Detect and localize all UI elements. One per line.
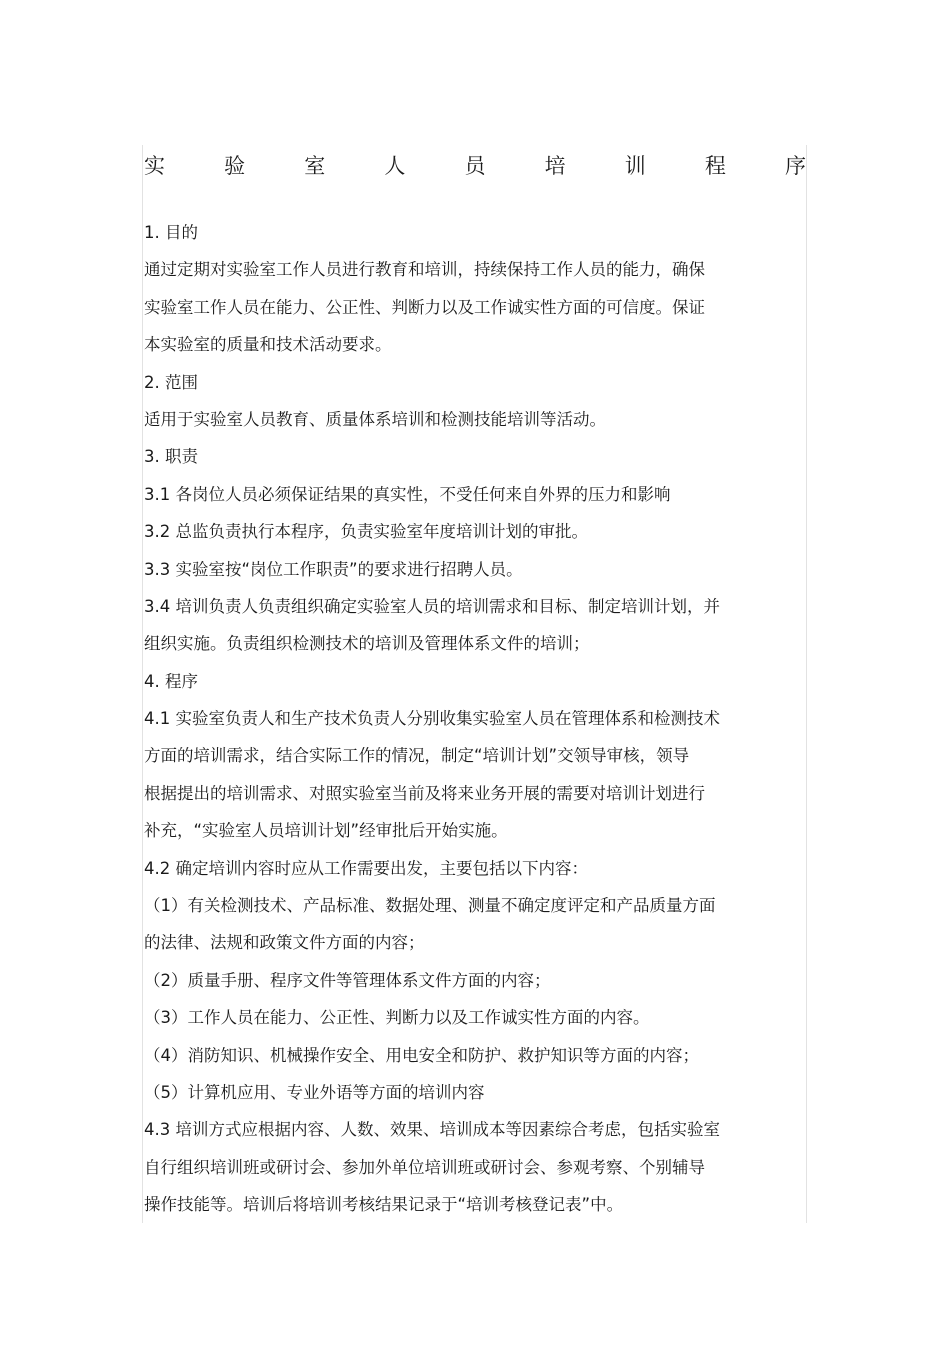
left-margin-rule [142, 145, 143, 1223]
body-line: 的法律、法规和政策文件方面的内容； [144, 933, 425, 953]
document-body [144, 214, 768, 1224]
body-line: 组织实施。负责组织检测技术的培训及管理体系文件的培训； [144, 634, 590, 654]
title-char: 序 [785, 154, 806, 178]
clause-3-2: 3.2 总监负责执行本程序，负责实验室年度培训计划的审批。 [144, 522, 588, 542]
title-char: 室 [304, 154, 326, 178]
section-heading-purpose: 1. 目的 [144, 223, 198, 242]
title-char: 培 [544, 154, 566, 178]
list-item-2: （2）质量手册、程序文件等管理体系文件方面的内容； [144, 970, 551, 990]
section-heading-procedure: 4. 程序 [144, 671, 198, 691]
body-line: 适用于实验室人员教育、质量体系培训和检测技能培训等活动。 [144, 409, 606, 429]
title-char: 实 [144, 154, 165, 178]
body-line: 自行组织培训班或研讨会、参加外单位培训班或研讨会、参观考察、个别辅导 [144, 1157, 705, 1177]
body-line: 通过定期对实验室工作人员进行教育和培训，持续保持工作人员的能力，确保 [144, 260, 705, 280]
body-line: 方面的培训需求，结合实际工作的情况，制定“培训计划”交领导审核，领导 [144, 746, 690, 766]
section-heading-scope: 2. 范围 [144, 372, 198, 392]
right-margin-rule [806, 145, 807, 1223]
clause-4-2: 4.2 确定培训内容时应从工作需要出发，主要包括以下内容： [144, 858, 588, 878]
section-heading-responsibilities: 3. 职责 [144, 447, 198, 467]
document-title [144, 148, 806, 184]
title-char: 人 [384, 154, 406, 178]
title-char: 验 [224, 154, 246, 178]
body-line: 根据提出的培训需求、对照实验室当前及将来业务开展的需要对培训计划进行 [144, 783, 705, 803]
clause-4-3: 4.3 培训方式应根据内容、人数、效果、培训成本等因素综合考虑，包括实验室 [144, 1120, 720, 1140]
list-item-4: （4）消防知识、机械操作安全、用电安全和防护、救护知识等方面的内容； [144, 1045, 699, 1065]
title-char: 程 [704, 154, 726, 178]
title-char: 训 [624, 154, 646, 178]
clause-3-4: 3.4 培训负责人负责组织确定实验室人员的培训需求和目标、制定培训计划，并 [144, 596, 720, 616]
list-item-3: （3）工作人员在能力、公正性、判断力以及工作诚实性方面的内容。 [144, 1008, 650, 1028]
clause-4-1: 4.1 实验室负责人和生产技术负责人分别收集实验室人员在管理体系和检测技术 [144, 709, 720, 729]
clause-3-1: 3.1 各岗位人员必须保证结果的真实性，不受任何来自外界的压力和影响 [144, 484, 671, 504]
list-item-5: （5）计算机应用、专业外语等方面的培训内容 [144, 1082, 485, 1102]
list-item-1: （1）有关检测技术、产品标准、数据处理、测量不确定度评定和产品质量方面 [144, 896, 716, 916]
body-line: 本实验室的质量和技术活动要求。 [144, 335, 392, 355]
title-char: 员 [464, 154, 486, 178]
body-line: 实验室工作人员在能力、公正性、判断力以及工作诚实性方面的可信度。保证 [144, 297, 705, 317]
body-line: 操作技能等。培训后将培训考核结果记录于“培训考核登记表”中。 [144, 1195, 624, 1215]
clause-3-3: 3.3 实验室按“岗位工作职责”的要求进行招聘人员。 [144, 559, 523, 579]
body-line: 补充，“实验室人员培训计划”经审批后开始实施。 [144, 821, 508, 841]
